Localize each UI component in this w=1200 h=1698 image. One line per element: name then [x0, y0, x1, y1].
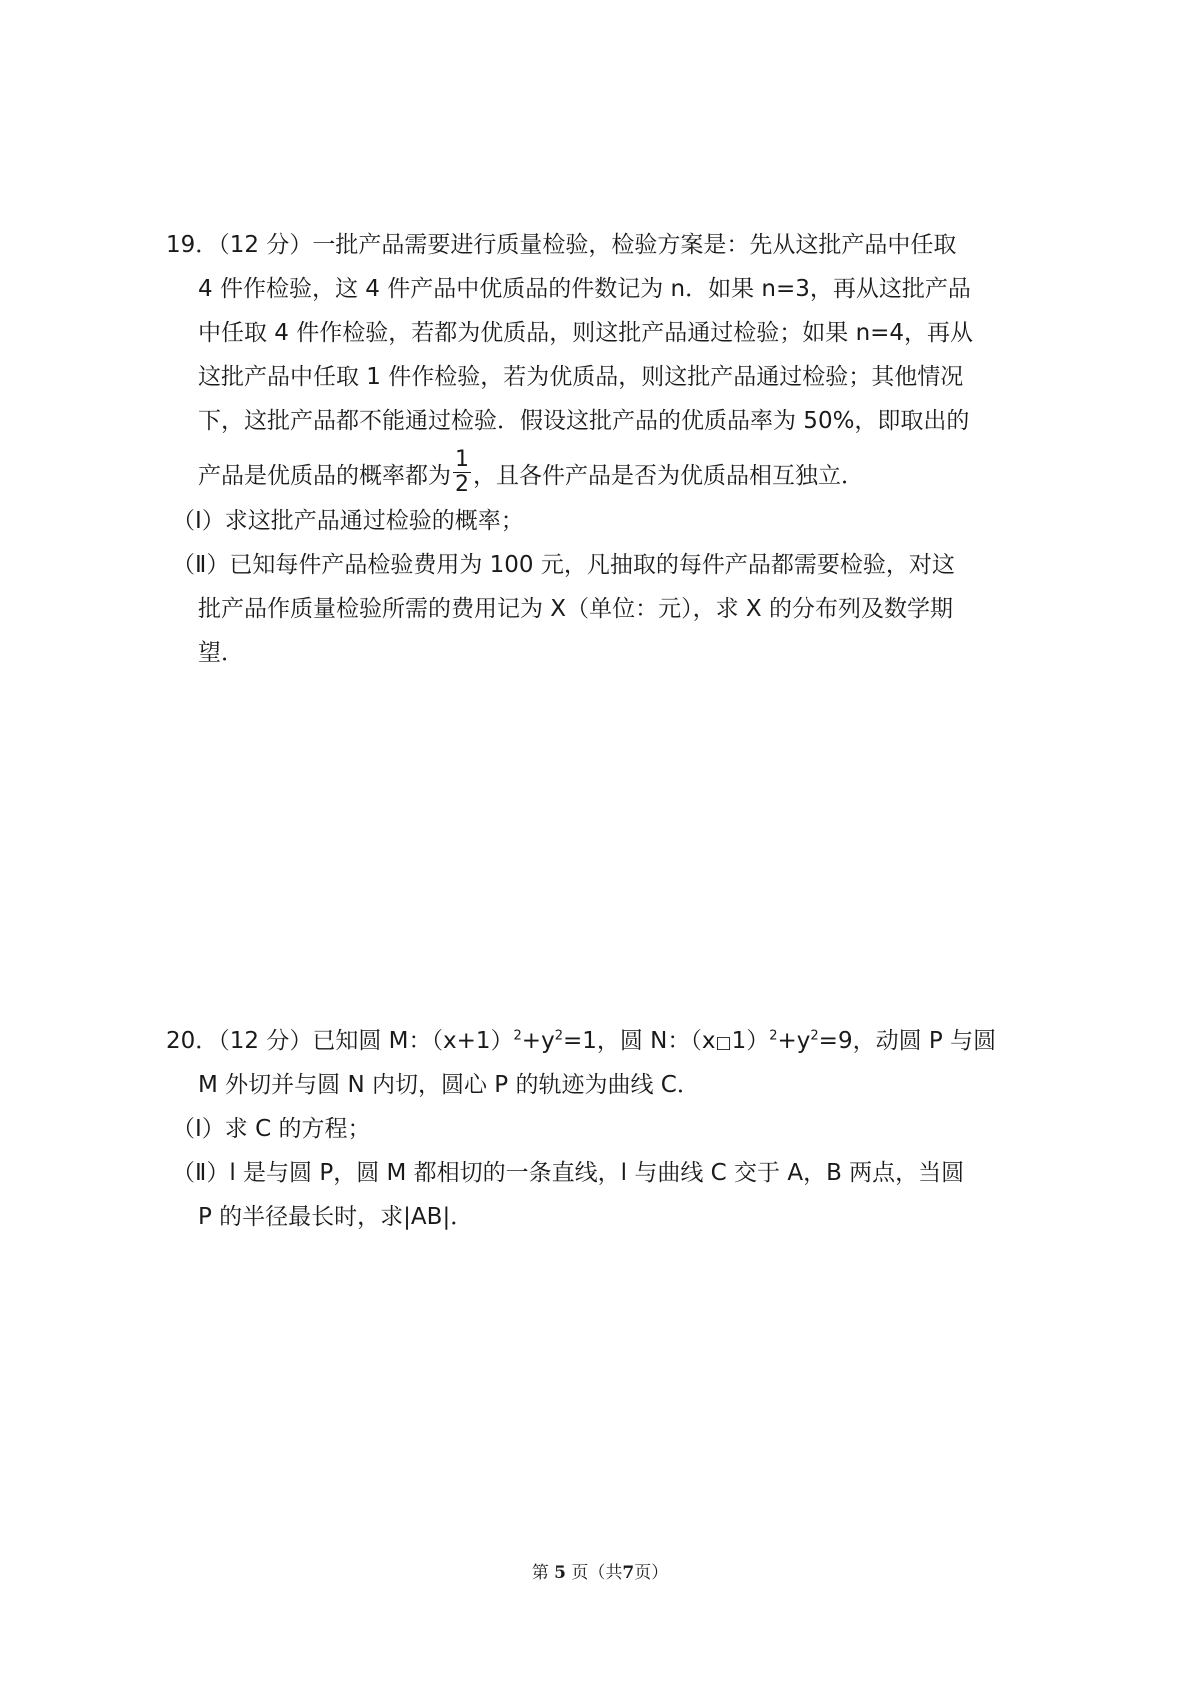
- total-pages: 7: [622, 1563, 635, 1583]
- q19-line-2: 4 件作检验，这 4 件产品中优质品的件数记为 n．如果 n=3，再从这批产品: [198, 276, 971, 302]
- q20-line-1: [166, 1026, 996, 1058]
- exponent: 2: [769, 1028, 778, 1044]
- exponent: 2: [554, 1028, 563, 1044]
- fraction-one-half: [453, 448, 471, 497]
- q20-part-1: （Ⅰ）求 C 的方程；: [172, 1116, 371, 1142]
- q20-line-1-seg-c: =1，圆 N：（x: [562, 1028, 716, 1054]
- q19-line-4: 这批产品中任取 1 件作检验，若为优质品，则这批产品通过检验；其他情况: [198, 364, 964, 390]
- q19-line-6-text-b: ，且各件产品是否为优质品相互独立．: [473, 463, 864, 489]
- q19-part-2-line-3: 望．: [198, 640, 244, 666]
- q20-line-1-seg-f: =9，动圆 P 与圆: [818, 1028, 997, 1054]
- q20-part-2-line-1: （Ⅱ）l 是与圆 P，圆 M 都相切的一条直线，l 与曲线 C 交于 A，B 两点，当圆: [172, 1160, 965, 1186]
- q20-line-2: M 外切并与圆 N 内切，圆心 P 的轨迹为曲线 C．: [198, 1072, 700, 1098]
- q20-line-1-seg-a: 20．（12 分）已知圆 M：（x+1）: [166, 1028, 514, 1054]
- exponent: 2: [810, 1028, 819, 1044]
- fraction-numerator: 1: [455, 447, 469, 472]
- page-footer: [0, 1558, 1200, 1583]
- missing-glyph-box: □: [715, 1033, 732, 1053]
- fraction-denominator: 2: [455, 472, 469, 497]
- q19-line-3: 中任取 4 件作检验，若都为优质品，则这批产品通过检验；如果 n=4，再从: [198, 320, 974, 346]
- q19-line-6: [198, 447, 864, 501]
- q19-part-2-line-2: 批产品作质量检验所需的费用记为 X（单位：元），求 X 的分布列及数学期: [198, 596, 953, 622]
- q20-line-1-seg-d: 1）: [731, 1028, 770, 1054]
- q20-part-2-line-2: P 的半径最长时，求|AB|．: [198, 1204, 474, 1230]
- q19-part-2-line-1: （Ⅱ）已知每件产品检验费用为 100 元，凡抽取的每件产品都需要检验，对这: [172, 552, 955, 578]
- q19-line-1: 19．（12 分）一批产品需要进行质量检验，检验方案是：先从这批产品中任取: [166, 232, 957, 258]
- q20-line-1-seg-b: +y: [521, 1028, 555, 1054]
- exponent: 2: [513, 1028, 522, 1044]
- q19-part-1: （Ⅰ）求这批产品通过检验的概率；: [172, 508, 524, 534]
- q19-line-6-text-a: 产品是优质品的概率都为: [198, 463, 451, 489]
- q19-line-5: 下，这批产品都不能通过检验．假设这批产品的优质品率为 50%，即取出的: [198, 408, 970, 434]
- footer-middle: 页（共: [571, 1563, 623, 1583]
- q20-line-1-seg-e: +y: [777, 1028, 811, 1054]
- page-number: 5: [554, 1563, 566, 1583]
- footer-suffix: 页）: [634, 1563, 669, 1583]
- footer-prefix: 第: [531, 1563, 549, 1583]
